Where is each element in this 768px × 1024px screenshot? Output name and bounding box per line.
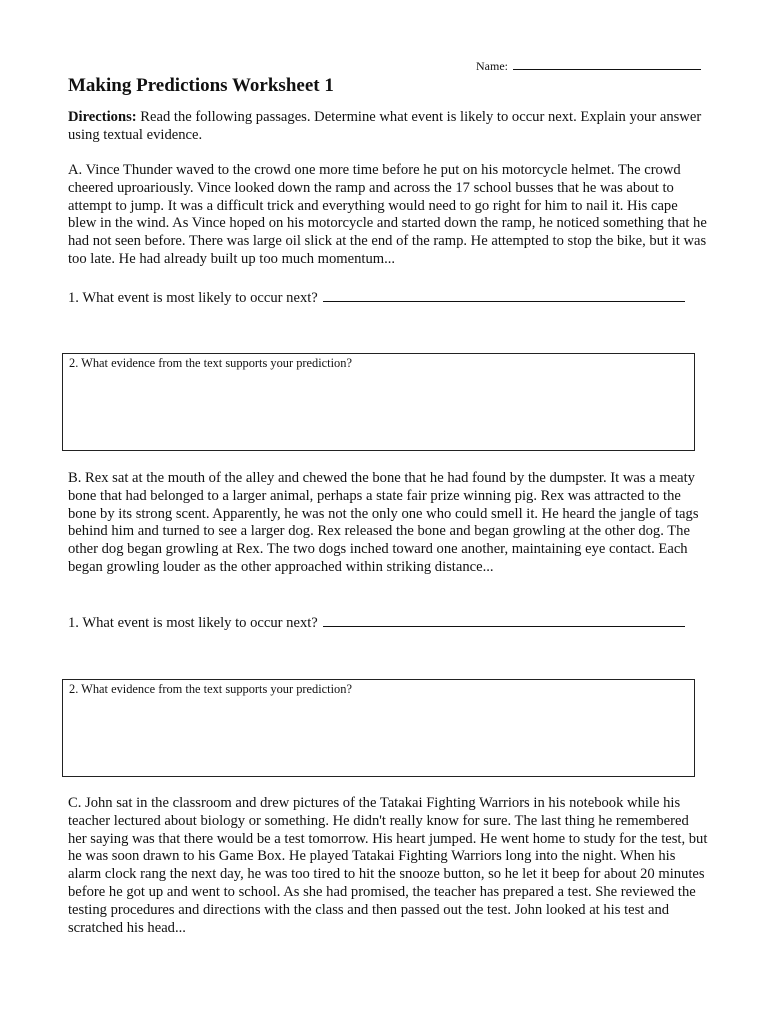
directions-text: Read the following passages. Determine what event is likely to occur next. Explain your answer using textual evidence. — [68, 109, 702, 143]
passage-a-evidence-box[interactable] — [62, 353, 695, 451]
passage-c: C. John sat in the classroom and drew pictures of the Tatakai Fighting Warriors in his notebook while his teacher lectured about biology or something. He didn't really know for sure. The last thing he remembered her saying was that there would be a test tomorrow. His heart jumped. He went home to study for the test, but he was soon drawn to his Game Box. He played Tatakai Fighting Warriors long into the night. When his alarm clock rang the next day, he was too tired to hit the snooze button, so he let it beep for about 20 minutes before he got up and went to school. As she had promised, the teacher has prepared a test. She reviewed the testing procedures and directions with the class and then passed out the test. John looked at his test and scratched his head... — [68, 795, 708, 936]
name-label: Name: — [476, 59, 508, 73]
answer-blank-line[interactable] — [323, 613, 685, 627]
passage-b: B. Rex sat at the mouth of the alley and chewed the bone that he had found by the dumpster. It was a meaty bone that had belonged to a larger animal, perhaps a state fair prize winning pig. Rex was attracted to the bone by its strong scent. Apparently, he was not the only one who could smell it. He heard the jangle of tags behind him and turned to see a larger dog. Rex released the bone and began growling at the other dog. The other dog began growling at Rex. The two dogs inched toward one another, maintaining eye contact. Each began growling louder as the other approached within striking distance... — [68, 470, 699, 575]
name-blank-line[interactable] — [513, 58, 701, 70]
passage-a-question-1 — [68, 288, 685, 307]
directions-label: Directions: — [68, 109, 137, 125]
passage-b-question-1 — [68, 613, 685, 632]
passage-b-evidence-box[interactable] — [62, 679, 695, 777]
directions-paragraph — [68, 109, 708, 145]
answer-blank-line[interactable] — [323, 288, 685, 302]
question-1-text: 1. What event is most likely to occur next? — [68, 615, 318, 631]
name-field-row — [476, 58, 701, 73]
question-2-text: 2. What evidence from the text supports your prediction? — [69, 356, 352, 370]
question-2-text: 2. What evidence from the text supports your prediction? — [69, 682, 352, 696]
question-1-text: 1. What event is most likely to occur next? — [68, 290, 318, 306]
passage-a: A. Vince Thunder waved to the crowd one more time before he put on his motorcycle helmet. The crowd cheered uproariously. Vince looked down the ramp and across the 17 school busses that he was about to attempt to jump. It was a difficult trick and everything would need to go right for him to nail it. His cape blew in the wind. As Vince hoped on his motorcycle and started down the ramp, he noticed something that he had not seen before. There was large oil slick at the end of the ramp. He attempted to stop the bike, but it was too late. He had already built up too much momentum... — [68, 162, 707, 267]
worksheet-title: Making Predictions Worksheet 1 — [68, 75, 334, 96]
